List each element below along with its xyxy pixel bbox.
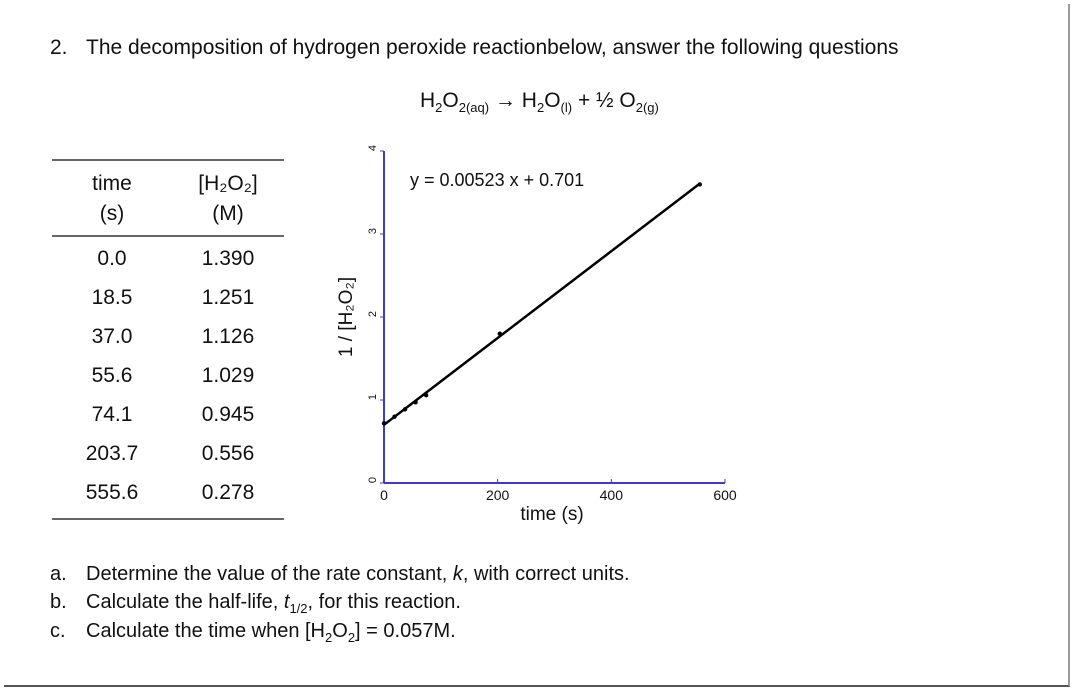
- question-text: The decomposition of hydrogen peroxide reactionbelow, answer the following questions: [86, 36, 899, 59]
- header-time-unit: (s): [52, 199, 172, 236]
- cell-time: 55.6: [91, 363, 133, 387]
- cell-conc: 0.556: [201, 441, 255, 465]
- reaction-equation: [420, 89, 659, 115]
- fit-equation-label: y = 0.00523 x + 0.701: [410, 170, 585, 190]
- eq-reactant-h: H: [420, 89, 436, 112]
- header-concentration-unit: (M): [172, 199, 284, 236]
- subquestion-subscript: 2: [347, 630, 356, 645]
- table-row: [52, 278, 284, 317]
- y-tick-label: 0: [367, 476, 379, 484]
- question-heading: [50, 36, 899, 60]
- cell-conc: 1.251: [201, 285, 255, 309]
- data-point: [382, 421, 386, 425]
- table-row: [52, 395, 284, 434]
- x-tick-label: 400: [599, 487, 624, 503]
- eq-arrow: →: [494, 89, 516, 112]
- cell-time: 18.5: [91, 285, 133, 309]
- header-concentration: [H₂O₂]: [172, 160, 284, 199]
- table-row: [52, 356, 284, 395]
- eq-sub: 2: [435, 100, 443, 116]
- cell-time: 37.0: [91, 324, 133, 348]
- eq-plus: +: [577, 89, 591, 112]
- cell-time: 0.0: [97, 246, 127, 270]
- subquestion-b: [50, 591, 461, 616]
- plot-axes: [380, 151, 725, 483]
- x-axis-title: time (s): [520, 504, 584, 525]
- subquestion-subscript: 2: [325, 630, 333, 645]
- table-row: [52, 236, 284, 278]
- x-tick-label: 0: [380, 487, 388, 503]
- subquestion-text: O: [332, 620, 348, 642]
- eq-sub: 2(aq): [458, 100, 490, 116]
- plot-fit-line: [384, 184, 700, 425]
- subquestion-letter: c.: [50, 620, 66, 642]
- cell-conc: 0.278: [172, 473, 284, 519]
- data-point: [392, 414, 396, 418]
- subquestion-variable: k: [452, 563, 463, 585]
- data-point: [698, 182, 702, 186]
- y-tick-label: 3: [367, 227, 379, 235]
- subquestion-letter: a.: [50, 563, 67, 585]
- table-row: [52, 317, 284, 356]
- cell-time: 203.7: [85, 441, 139, 465]
- y-tick-label: 1: [367, 393, 379, 401]
- cell-conc: 0.945: [201, 402, 255, 426]
- rate-plot: [300, 135, 760, 535]
- eq-product2-o: O: [619, 89, 636, 112]
- subquestion-variable: t: [283, 591, 290, 613]
- y-axis-title: 1 / [H₂O₂]: [336, 276, 357, 358]
- cell-conc: 1.126: [201, 324, 255, 348]
- subquestion-text: Calculate the time when [H: [86, 620, 326, 642]
- table-row: [52, 473, 284, 519]
- eq-sub: 2(g): [635, 100, 659, 116]
- eq-sub: (l): [560, 100, 573, 116]
- data-point: [413, 400, 417, 404]
- y-tick-label: 2: [367, 310, 379, 318]
- data-table: [52, 159, 284, 520]
- cell-conc: 1.390: [201, 246, 255, 270]
- cell-time: 555.6: [52, 473, 172, 519]
- eq-product1-h: H: [521, 89, 537, 112]
- subquestion-text: ] = 0.057M.: [355, 620, 456, 642]
- subquestion-c: [50, 620, 456, 645]
- fit-line: [384, 184, 700, 425]
- y-tick-label: 4: [367, 144, 379, 152]
- eq-product1-o: O: [544, 89, 561, 112]
- data-point: [498, 331, 502, 335]
- subquestion-text: , with correct units.: [462, 563, 630, 585]
- cell-conc: 1.029: [201, 363, 255, 387]
- subquestion-letter: b.: [50, 591, 67, 613]
- eq-reactant-o: O: [442, 89, 459, 112]
- question-number: 2.: [50, 36, 68, 59]
- x-tick-label: 600: [713, 487, 737, 503]
- subquestion-text: , for this reaction.: [307, 591, 461, 613]
- subquestion-text: Determine the value of the rate constant,: [86, 563, 453, 585]
- subquestion-text: Calculate the half-life,: [86, 591, 284, 613]
- data-point: [403, 407, 407, 411]
- subquestion-a: [50, 563, 630, 586]
- subquestion-subscript: 1/2: [289, 601, 308, 616]
- x-tick-label: 200: [485, 487, 510, 503]
- eq-sub: 2: [536, 100, 545, 116]
- header-time: time: [52, 160, 172, 199]
- data-point: [424, 393, 428, 397]
- table-row: [52, 434, 284, 473]
- cell-time: 74.1: [91, 402, 133, 426]
- eq-coefficient: ½: [596, 89, 614, 112]
